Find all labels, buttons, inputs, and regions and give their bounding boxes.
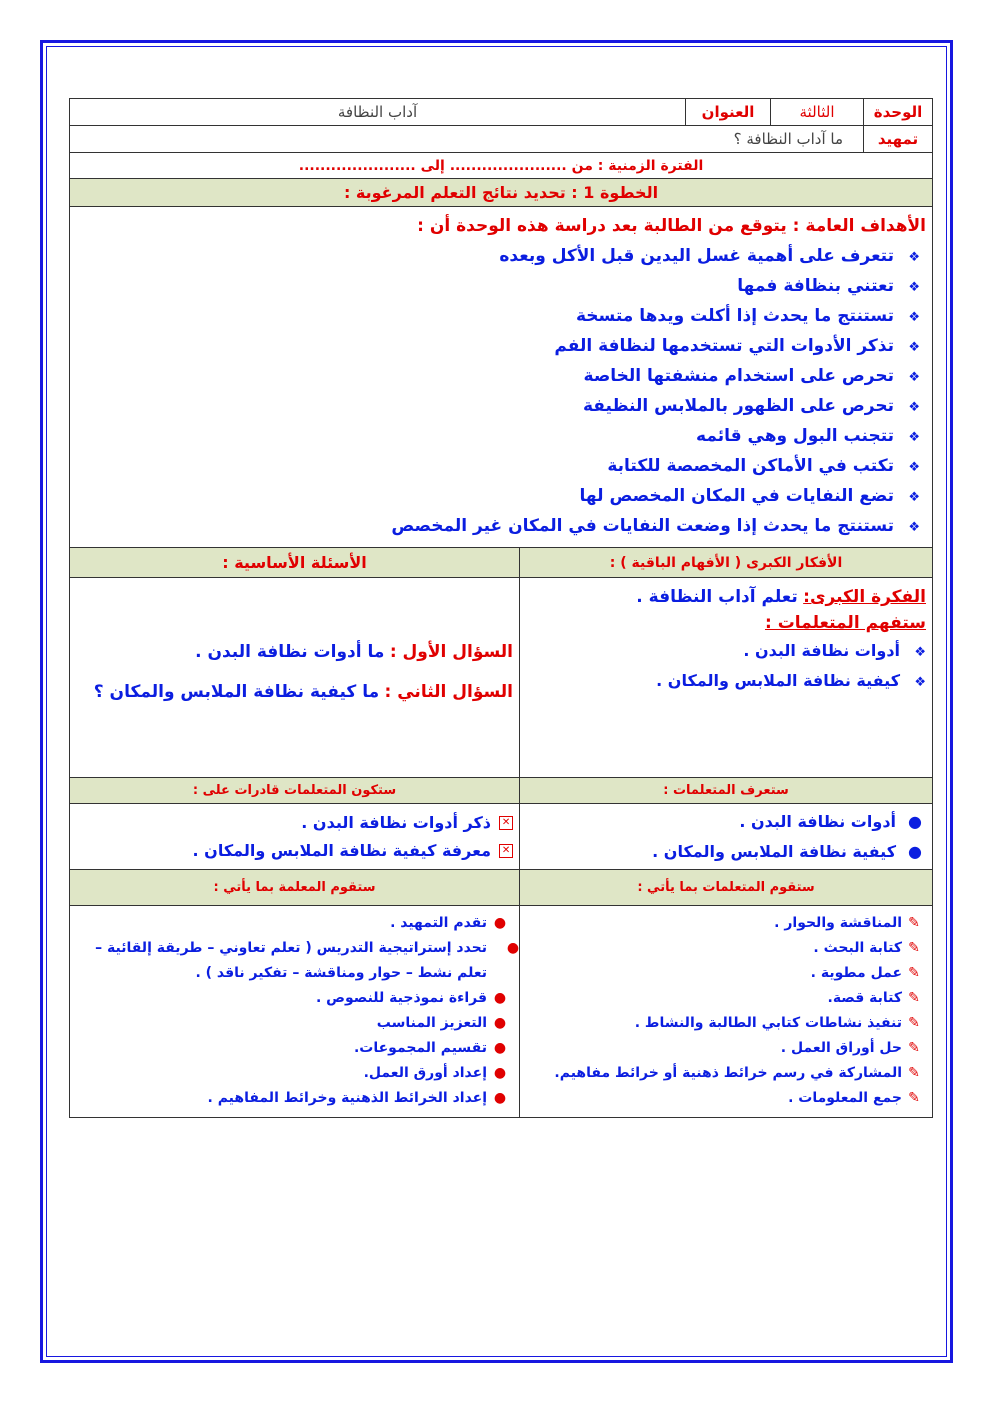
list-item: ✎كتابة البحث . [520, 936, 926, 961]
big-ideas-header: الأفكار الكبرى ( الأفهام الباقية ) : [520, 548, 933, 578]
lesson-plan-table [69, 98, 933, 1118]
diamond-bullet-icon: ❖ [908, 520, 921, 535]
teacher-activities-header: ستقوم المعلمة بما يأتي : [70, 870, 520, 906]
list-item: ✎المشاركة في رسم خرائط ذهنية أو خرائط مفاهيم. [520, 1061, 926, 1086]
pencil-mark-icon: ✎ [908, 1065, 920, 1081]
diamond-bullet-icon: ❖ [908, 490, 921, 505]
list-item: ❖تذكر الأدوات التي تستخدمها لنظافة الفم [76, 331, 920, 361]
list-item: ✎كتابة قصة. [520, 986, 926, 1011]
learner-activities-header: ستقوم المتعلمات بما يأتي : [520, 870, 933, 906]
unit-label: الوحدة [864, 99, 933, 126]
list-item: ❖تستنتج ما يحدث إذا وضعت النفايات في المكان غير المخصص [76, 511, 920, 541]
intro-label: تمهيد [864, 126, 933, 153]
title-value: آداب النظافة [70, 99, 686, 126]
big-idea-text: تعلم آداب النظافة . [636, 587, 798, 607]
list-item: ❖تتجنب البول وهي قائمه [76, 421, 920, 451]
diamond-bullet-icon: ❖ [914, 645, 927, 660]
q2-text: ما كيفية نظافة الملابس والمكان ؟ [93, 682, 380, 702]
list-item: ✎عمل مطوية . [520, 961, 926, 986]
dot-bullet-icon: ● [493, 1090, 507, 1106]
list-item: ●إعداد أورق العمل. [76, 1061, 513, 1086]
list-item: ●تحدد إستراتيجية التدريس ( تعلم تعاوني – طريقة إلقائية – تعلم نشط – حوار ومناقشة – تفكير ناقد ) . [76, 936, 513, 986]
knowledge-header: ستعرف المتعلمات : [520, 778, 933, 804]
checkbox-x-icon: ✕ [499, 816, 513, 830]
pencil-mark-icon: ✎ [908, 1090, 920, 1106]
big-idea-label: الفكرة الكبرى: [803, 587, 927, 607]
list-item: ●قراءة نموذجية للنصوص . [76, 986, 513, 1011]
list-item: ●كيفية نظافة الملابس والمكان . [526, 837, 922, 867]
list-item: ❖تتعرف على أهمية غسل اليدين قبل الأكل وبعده [76, 241, 920, 271]
list-item: ❖كيفية نظافة الملابس والمكان . [526, 666, 926, 696]
pencil-mark-icon: ✎ [908, 990, 920, 1006]
dot-bullet-icon: ● [908, 841, 923, 861]
pencil-mark-icon: ✎ [908, 940, 920, 956]
list-item: ✎جمع المعلومات . [520, 1086, 926, 1111]
list-item: ✎تنفيذ نشاطات كتابي الطالبة والنشاط . [520, 1011, 926, 1036]
goals-list [76, 241, 926, 541]
list-item: ●تقدم التمهيد . [76, 911, 513, 936]
pencil-mark-icon: ✎ [908, 1015, 920, 1031]
diamond-bullet-icon: ❖ [908, 250, 921, 265]
checkbox-x-icon: ✕ [499, 844, 513, 858]
understand-list [526, 636, 926, 696]
diamond-bullet-icon: ❖ [908, 460, 921, 475]
diamond-bullet-icon: ❖ [908, 310, 921, 325]
dot-bullet-icon: ● [493, 1015, 507, 1031]
diamond-bullet-icon: ❖ [908, 280, 921, 295]
q2-label: السؤال الثاني : [384, 682, 514, 702]
understand-label: ستفهم المتعلمات : [764, 613, 927, 633]
list-item: ●التعزيز المناسب [76, 1011, 513, 1036]
step1-title: الخطوة 1 : تحديد نتائج التعلم المرغوبة : [70, 179, 933, 207]
dot-bullet-icon: ● [493, 1065, 507, 1081]
title-label: العنوان [686, 99, 771, 126]
diamond-bullet-icon: ❖ [908, 340, 921, 355]
goals-heading: الأهداف العامة : يتوقع من الطالبة بعد دراسة هذه الوحدة أن : [417, 216, 927, 236]
questions-header: الأسئلة الأساسية : [70, 548, 520, 578]
list-item: ✕ذكر أدوات نظافة البدن . [76, 809, 513, 837]
list-item: ❖تحرص على استخدام منشفتها الخاصة [76, 361, 920, 391]
q1-text: ما أدوات نظافة البدن . [195, 642, 385, 662]
list-item: ✎حل أوراق العمل . [520, 1036, 926, 1061]
list-item: ❖تضع النفايات في المكان المخصص لها [76, 481, 920, 511]
diamond-bullet-icon: ❖ [908, 370, 921, 385]
list-item: ❖أدوات نظافة البدن . [526, 636, 926, 666]
list-item: ❖تحرص على الظهور بالملابس النظيفة [76, 391, 920, 421]
dot-bullet-icon: ● [493, 990, 507, 1006]
diamond-bullet-icon: ❖ [908, 400, 921, 415]
list-item: ❖تكتب في الأماكن المخصصة للكتابة [76, 451, 920, 481]
list-item: ✎المناقشة والحوار . [520, 911, 926, 936]
list-item: ❖تعتني بنظافة فمها [76, 271, 920, 301]
dot-bullet-icon: ● [908, 811, 923, 831]
intro-value: ما آداب النظافة ؟ [70, 126, 864, 153]
list-item: ❖تستنتج ما يحدث إذا أكلت ويدها متسخة [76, 301, 920, 331]
pencil-mark-icon: ✎ [908, 965, 920, 981]
teacher-activities-list [76, 911, 520, 1111]
skills-header: ستكون المتعلمات قادرات على : [70, 778, 520, 804]
learner-activities-list [520, 911, 926, 1111]
list-item: ●إعداد الخرائط الذهنية وخرائط المفاهيم . [76, 1086, 513, 1111]
dot-bullet-icon: ● [493, 1040, 507, 1056]
dot-bullet-icon: ● [493, 915, 507, 931]
time-period: الفترة الزمنية : من ...................... إلى ...................... [70, 153, 933, 179]
list-item: ●أدوات نظافة البدن . [526, 807, 922, 837]
list-item: ●تقسيم المجموعات. [76, 1036, 513, 1061]
unit-value: الثالثة [771, 99, 864, 126]
diamond-bullet-icon: ❖ [908, 430, 921, 445]
list-item: ✕معرفة كيفية نظافة الملابس والمكان . [76, 837, 513, 865]
dot-bullet-icon: ● [506, 940, 520, 956]
q1-label: السؤال الأول : [389, 642, 514, 662]
diamond-bullet-icon: ❖ [914, 675, 927, 690]
pencil-mark-icon: ✎ [908, 1040, 920, 1056]
pencil-mark-icon: ✎ [908, 915, 920, 931]
